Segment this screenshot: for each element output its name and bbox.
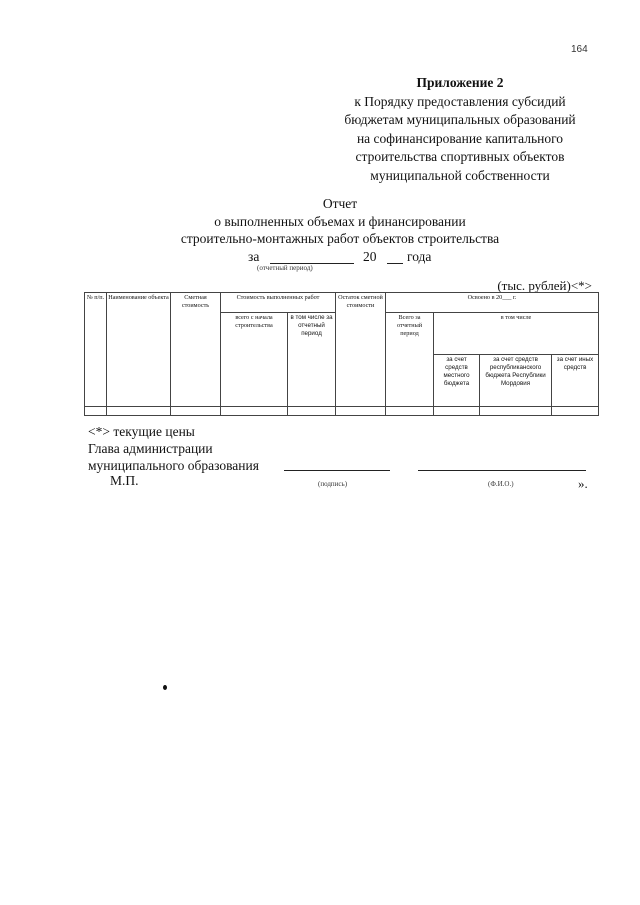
page-number: 164 — [571, 44, 588, 55]
report-subtitle-line1: о выполненных объемах и финансировании — [214, 213, 466, 229]
stamp-place: М.П. — [110, 473, 139, 488]
header-cost-period: в том числе за отчетный период — [288, 313, 336, 407]
report-heading — [130, 195, 550, 266]
report-period-row — [130, 248, 550, 266]
year-suffix: года — [407, 248, 432, 264]
signature-line — [284, 470, 390, 471]
header-mastered-total: Всего за отчетный период — [386, 313, 434, 407]
signature-block — [88, 440, 598, 474]
appendix-title: Приложение 2 — [416, 75, 504, 90]
report-table — [84, 292, 599, 416]
appendix-line: строительства спортивных объектов — [355, 149, 565, 164]
fio-line — [418, 470, 586, 471]
appendix-block — [290, 74, 630, 185]
scan-speck — [163, 685, 167, 690]
header-remaining-cost: Остаток сметной стоимости — [336, 293, 386, 407]
fio-caption: (Ф.И.О.) — [488, 480, 514, 488]
appendix-line: к Порядку предоставления субсидий — [354, 93, 566, 109]
footnote: <*> текущие цены — [88, 424, 195, 439]
header-mastered: Освоено в 20___ г. — [386, 293, 599, 313]
header-work-cost: Стоимость выполненных работ — [221, 293, 336, 313]
table-cell — [171, 407, 221, 416]
appendix-line: муниципальной собственности — [370, 167, 550, 183]
period-caption: (отчетный период) — [257, 264, 313, 272]
year-blank — [387, 263, 403, 264]
header-number: № п/п. — [85, 293, 107, 407]
report-subtitle-line2: строительно-монтажных работ объектов строительства — [180, 231, 500, 246]
report-title: Отчет — [322, 196, 358, 211]
head-title-line1: Глава администрации — [88, 441, 213, 456]
table-cell — [386, 407, 434, 416]
table-cell — [336, 407, 386, 416]
table-cell — [552, 407, 599, 416]
signature-caption: (подпись) — [318, 480, 348, 488]
header-estimate-cost: Сметная стоимость — [171, 293, 221, 407]
table-cell — [85, 407, 107, 416]
header-including: в том числе — [434, 313, 599, 355]
appendix-line: на софинансирование капитального — [356, 130, 564, 146]
header-other-funds: за счет иных средств — [552, 355, 599, 407]
table-cell — [288, 407, 336, 416]
table-cell — [221, 407, 288, 416]
header-object-name: Наименование объекта — [107, 293, 171, 407]
units-label: (тыс. рублей)<*> — [497, 278, 592, 293]
header-republic-budget: за счет средств республиканского бюджета Республики Мордовия — [480, 355, 552, 407]
table-cell — [107, 407, 171, 416]
table-cell — [480, 407, 552, 416]
closing-quote: ». — [578, 476, 588, 491]
table-row — [85, 407, 599, 416]
head-title-line2: муниципального образования — [88, 458, 259, 473]
year-prefix: 20 — [363, 248, 377, 264]
header-local-budget: за счет средств местного бюджета — [434, 355, 480, 407]
appendix-line: бюджетам муниципальных образований — [344, 112, 576, 127]
period-prefix: за — [248, 248, 260, 264]
table-cell — [434, 407, 480, 416]
header-cost-total: всего с начала строительства — [221, 313, 288, 407]
table-header-row — [85, 293, 599, 313]
